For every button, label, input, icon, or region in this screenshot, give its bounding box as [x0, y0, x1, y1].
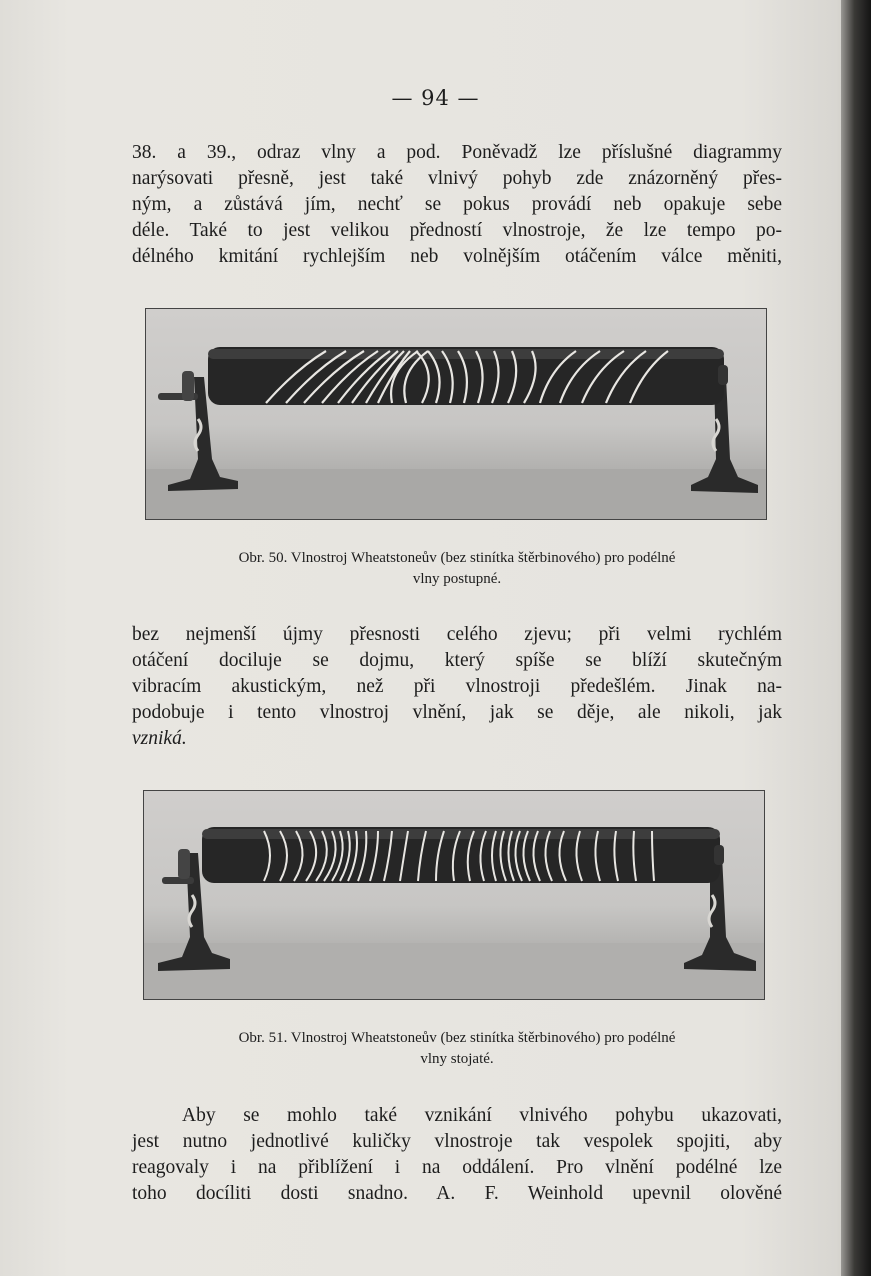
- text-line: Aby se mohlo také vznikání vlnivého pohybu ukazovati,: [182, 1105, 782, 1126]
- text-line: déle. Také to jest velikou předností vlnostroje, že lze tempo po-: [132, 220, 782, 241]
- wave-machine-standing-illustration: [144, 791, 764, 999]
- text-line: jest nutno jednotlivé kuličky vlnostroje tak vespolek spojiti, aby: [132, 1131, 782, 1152]
- text-line: reagovaly i na přiblížení i na oddálení. Pro vlnění podélné lze: [132, 1157, 782, 1178]
- text-line: vzniká.: [132, 728, 187, 749]
- book-binding-shadow: [841, 0, 871, 1276]
- caption-line: vlny postupné.: [412, 571, 502, 587]
- text-line: toho docíliti dosti snadno. A. F. Weinhold upevnil olověné: [132, 1183, 782, 1204]
- figure-51-photo: [143, 790, 765, 1000]
- caption-line: vlny stojaté.: [420, 1051, 494, 1067]
- wave-machine-progressive-illustration: [146, 309, 766, 519]
- figure-51-caption: [132, 1028, 782, 1070]
- figure-50-photo: [145, 308, 767, 520]
- figure-50-caption: [132, 548, 782, 590]
- page-number: — 94 —: [391, 86, 480, 110]
- text-line: délného kmitání rychlejším neb volnějším otáčením válce měniti,: [132, 246, 782, 267]
- text-line: narýsovati přesně, jest také vlnivý pohyb zde znázorněný přes-: [132, 168, 782, 189]
- text-line: otáčení dociluje se dojmu, který spíše se blíží skutečným: [132, 650, 782, 671]
- paragraph-3: [132, 1103, 782, 1207]
- text-line: ným, a zůstává jím, nechť se pokus provádí neb opakuje sebe: [132, 194, 782, 215]
- caption-line: Obr. 50. Vlnostroj Wheatstoneův (bez stinítka štěrbinového) pro podélné: [238, 550, 676, 566]
- paragraph-2: [132, 622, 782, 752]
- paragraph-1: [132, 140, 782, 270]
- text-line: bez nejmenší újmy přesnosti celého zjevu; při velmi rychlém: [132, 624, 782, 645]
- text-line: podobuje i tento vlnostroj vlnění, jak se děje, ale nikoli, jak: [132, 702, 782, 723]
- text-line: 38. a 39., odraz vlny a pod. Poněvadž lze příslušné diagrammy: [132, 142, 782, 163]
- text-line: vibracím akustickým, než při vlnostroji předešlém. Jinak na-: [132, 676, 782, 697]
- caption-line: Obr. 51. Vlnostroj Wheatstoneův (bez stinítka štěrbinového) pro podélné: [238, 1030, 676, 1046]
